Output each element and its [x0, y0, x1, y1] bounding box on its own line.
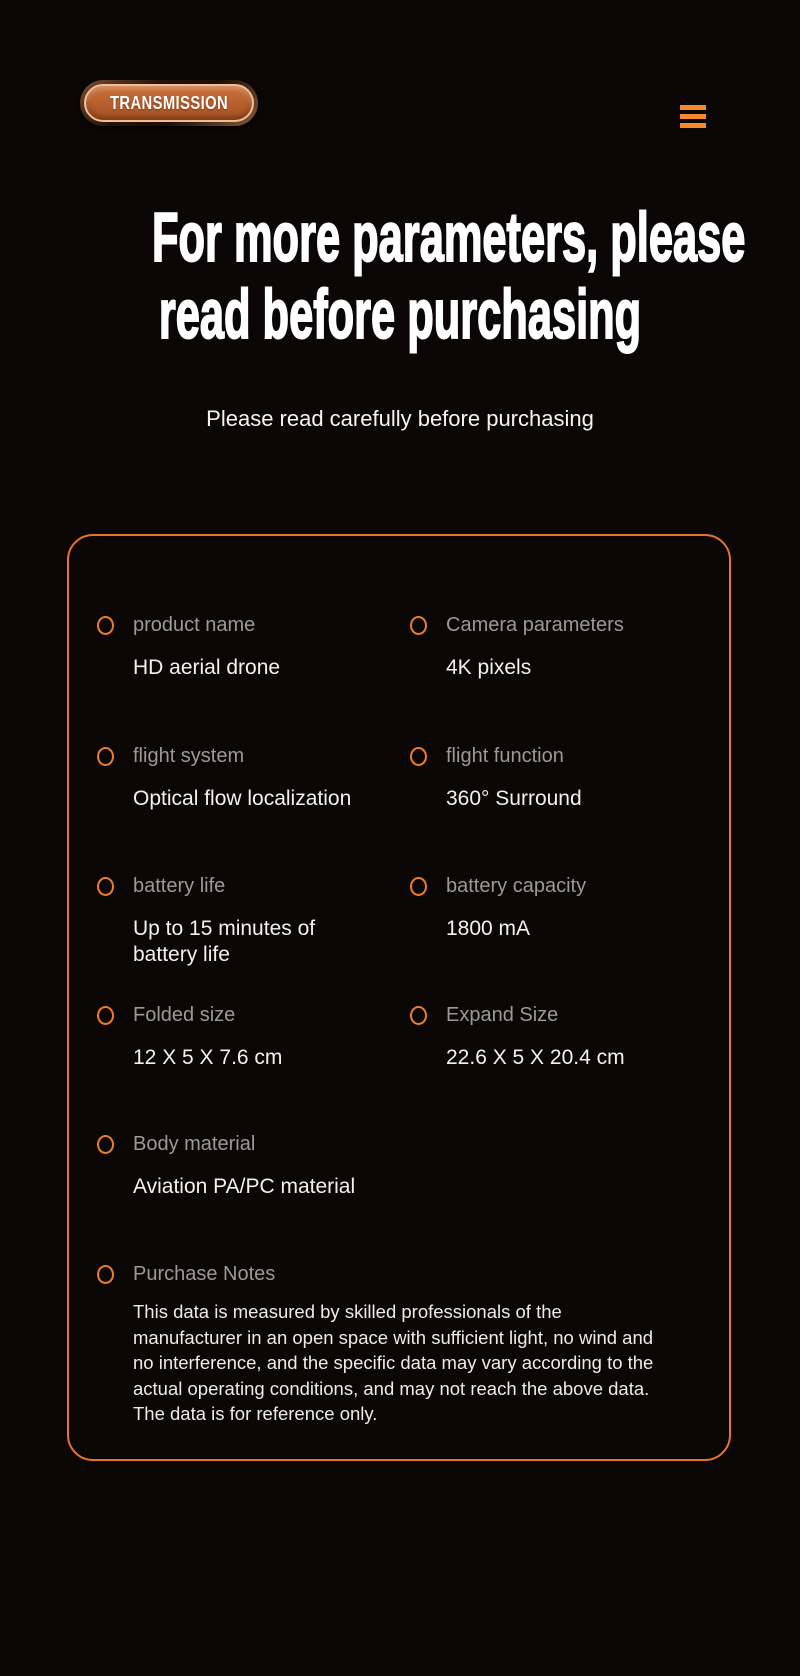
spec-item-purchase-notes [97, 1262, 663, 1427]
bullet-circle-icon [97, 747, 114, 766]
spec-label: product name [133, 614, 256, 636]
spec-label: Expand Size [446, 1004, 559, 1026]
page-title-line2: read before purchasing [158, 275, 642, 353]
spec-value: Aviation PA/PC material [133, 1175, 356, 1198]
spec-value: 1800 mA [446, 917, 531, 940]
bullet-circle-icon [410, 877, 427, 896]
spec-item-folded-size [97, 1003, 282, 1071]
spec-item-expand-size [410, 1003, 625, 1071]
spec-value: 22.6 X 5 X 20.4 cm [446, 1046, 625, 1069]
transmission-badge [80, 80, 258, 126]
transmission-badge-label: TRANSMISSION [109, 92, 229, 113]
spec-item-flight-function [410, 744, 582, 812]
spec-label: flight system [133, 745, 245, 767]
spec-item-battery-capacity [410, 874, 586, 942]
bullet-circle-icon [410, 747, 427, 766]
spec-item-flight-system [97, 744, 351, 812]
spec-item-product-name [97, 613, 280, 681]
spec-label: Camera parameters [446, 614, 624, 636]
page-subtitle: Please read carefully before purchasing [206, 406, 594, 431]
spec-item-body-material [97, 1132, 355, 1200]
spec-value: HD aerial drone [133, 656, 281, 679]
spec-item-camera-parameters [410, 613, 624, 681]
menu-bar [680, 123, 706, 128]
spec-label: Folded size [133, 1004, 236, 1026]
spec-value: Up to 15 minutes of battery life [133, 917, 316, 966]
purchase-notes-text: This data is measured by skilled professionals of the manufacturer in an open space with sufficient light, no wind and no interference, and the specific data may vary according to the actual operating conditions, and may not reach the above data. The data is for reference only. [133, 1301, 654, 1424]
bullet-circle-icon [410, 616, 427, 635]
bullet-circle-icon [97, 1265, 114, 1284]
bullet-circle-icon [97, 1135, 114, 1154]
page-title-line1: For more parameters, please [152, 198, 746, 276]
spec-value: 4K pixels [446, 656, 532, 679]
spec-value: 360° Surround [446, 787, 582, 810]
bullet-circle-icon [97, 616, 114, 635]
spec-label: battery life [133, 875, 226, 897]
bullet-circle-icon [97, 877, 114, 896]
spec-item-battery-life [97, 874, 373, 968]
bullet-circle-icon [410, 1006, 427, 1025]
bullet-circle-icon [97, 1006, 114, 1025]
menu-bar [680, 114, 706, 119]
transmission-badge-face [84, 84, 254, 122]
spec-panel [67, 534, 731, 1461]
spec-label: battery capacity [446, 875, 587, 897]
spec-label: flight function [446, 745, 564, 767]
spec-value: Optical flow localization [133, 787, 352, 810]
hamburger-menu-icon[interactable] [680, 105, 706, 128]
spec-value: 12 X 5 X 7.6 cm [133, 1046, 283, 1069]
spec-label: Purchase Notes [133, 1263, 276, 1285]
menu-bar [680, 105, 706, 110]
spec-label: Body material [133, 1133, 256, 1155]
